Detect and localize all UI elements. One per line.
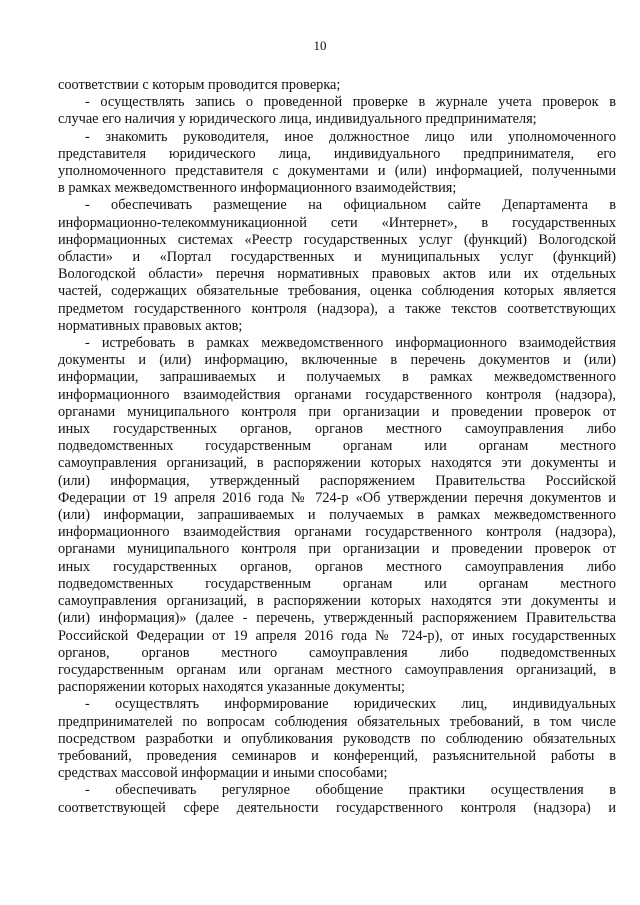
text-line: соответствии с которым проводится проверка;	[58, 77, 341, 93]
text-line: - осуществлять запись о проведенной проверке в журнале учета проверок в	[85, 94, 616, 111]
text-line: распоряжении которых находятся указанные документы;	[58, 679, 405, 696]
text-line: в рамках межведомственного информационного взаимодействия;	[58, 180, 457, 197]
text-line: органами муниципального контроля при организации и проведении проверок от	[58, 403, 616, 420]
text-line: - знакомить руководителя, иное должностное лицо или уполномоченного	[85, 128, 616, 145]
text-line: предметом государственного контроля (надзора), а также текстов соответствующих	[58, 300, 616, 317]
text-line: информационных системах «Реестр государственных услуг (функций) Вологодской	[58, 231, 616, 248]
text-line: подведомственных государственным органам или органам местного	[58, 575, 616, 592]
text-line: - осуществлять информирование юридических лиц, индивидуальных	[85, 696, 616, 713]
text-line: Федерации от 19 апреля 2016 года № 724-р «Об утверждении перечня документов и	[58, 489, 616, 506]
text-line: государственным органам или органам местного самоуправления организаций, в	[58, 661, 616, 678]
text-line: - обеспечивать размещение на официальном сайте Департамента в	[85, 197, 616, 214]
text-line: подведомственных государственным органам или органам местного	[58, 438, 616, 455]
text-line: - обеспечивать регулярное обобщение практики осуществления в	[85, 782, 616, 799]
text-line: нормативных правовых актов;	[58, 317, 243, 334]
text-line: Российской Федерации от 19 апреля 2016 года № 724-р), от иных государственных	[58, 627, 616, 644]
text-line: информационного взаимодействия органами государственного контроля (надзора),	[58, 524, 616, 541]
text-line: случае его наличия у юридического лица, индивидуального предпринимателя;	[58, 111, 537, 128]
text-line: иных государственных органов, органов местного самоуправления либо	[58, 558, 616, 575]
text-line: (или) информации, запрашиваемых и получаемых в рамках межведомственного	[58, 507, 616, 524]
text-line: (или) информация, утвержденный распоряжением Правительства Российской	[58, 472, 616, 489]
text-line: самоуправления организаций, в распоряжении которых находятся эти документы и	[58, 593, 616, 610]
text-line: иных государственных органов, органов местного самоуправления либо	[58, 421, 616, 438]
text-line: требований, проведения семинаров и конференций, разъяснительной работы в	[58, 747, 616, 764]
text-line: самоуправления организаций, в распоряжении которых находятся эти документы и	[58, 455, 616, 472]
text-line: соответствующей сфере деятельности государственного контроля (надзора) и	[58, 799, 616, 816]
text-line: области» и «Портал государственных и муниципальных услуг (функций)	[58, 249, 616, 266]
page-number: 10	[313, 38, 327, 53]
text-line: посредством разработки и опубликования руководств по соблюдению обязательных	[58, 730, 616, 747]
text-line: средствах массовой информации и иными способами;	[58, 765, 388, 782]
text-line: предпринимателей по вопросам соблюдения обязательных требований, в том числе	[58, 713, 616, 730]
text-line: (или) информация)» (далее - перечень, утвержденный распоряжением Правительства	[58, 610, 616, 627]
text-line: представителя юридического лица, индивидуального предпринимателя, его	[58, 145, 616, 162]
text-line: информации, запрашиваемых и получаемых в рамках межведомственного	[58, 369, 616, 386]
body-text	[58, 77, 616, 817]
text-line: информационно-телекоммуникационной сети «Интернет», в государственных	[58, 214, 616, 231]
text-line: документы и (или) информацию, включенные в перечень документов и (или)	[58, 352, 616, 369]
text-line: уполномоченного представителя с документами и (или) информацией, полученными	[58, 163, 616, 180]
text-line: органов, органов местного самоуправления либо подведомственных	[58, 644, 616, 661]
text-line: органами муниципального контроля при организации и проведении проверок от	[58, 541, 616, 558]
text-line: - истребовать в рамках межведомственного информационного взаимодействия	[85, 335, 616, 352]
text-line: информационного взаимодействия органами государственного контроля (надзора),	[58, 386, 616, 403]
text-line: частей, содержащих обязательные требования, оценка соблюдения которых является	[58, 283, 616, 300]
text-line: Вологодской области» перечня нормативных правовых актов или их отдельных	[58, 266, 616, 283]
